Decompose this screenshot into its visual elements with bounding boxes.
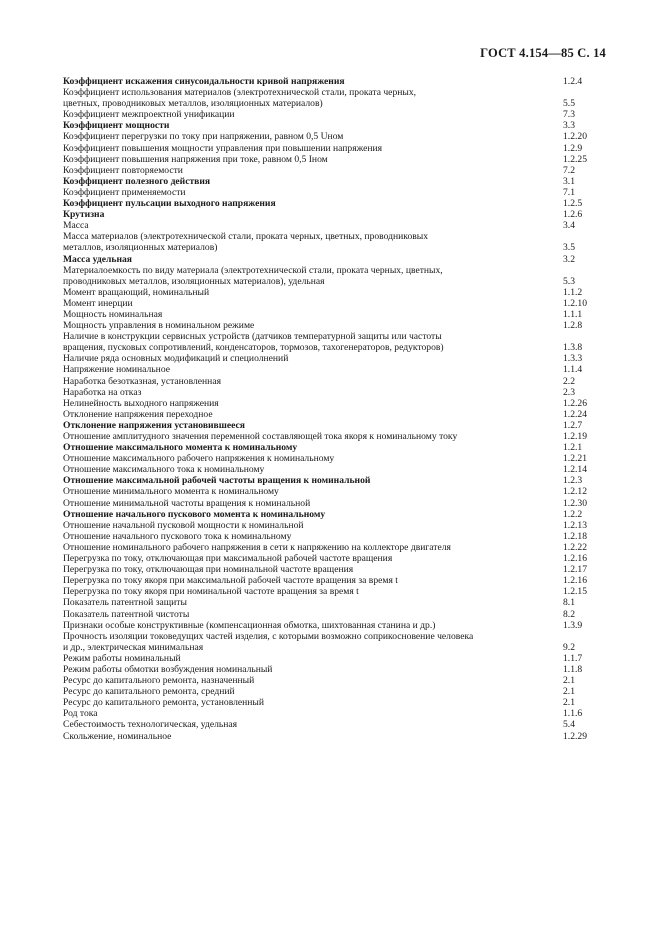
entry-term: Режим работы номинальный	[63, 652, 181, 664]
index-entry	[63, 719, 603, 730]
index-entry	[63, 120, 603, 131]
entry-reference: 1.3.3	[563, 353, 583, 365]
entry-reference: 2.1	[563, 686, 575, 698]
index-entry	[63, 298, 603, 309]
index-entry	[63, 309, 603, 320]
index-entry	[63, 475, 603, 486]
entry-term: Нелинейность выходного напряжения	[63, 397, 219, 409]
index-entry	[63, 231, 603, 253]
index-entry	[63, 442, 603, 453]
entry-reference: 1.2.18	[563, 530, 587, 542]
entry-term: Признаки особые конструктивные (компенсационная обмотка, шихтованная станина и др.)	[63, 619, 436, 631]
entry-reference: 1.2.9	[563, 142, 583, 154]
entry-term: Отношение начального пускового тока к номинальному	[63, 530, 292, 542]
entry-reference: 1.2.2	[563, 508, 583, 520]
entry-reference: 1.2.5	[563, 198, 583, 210]
entry-term: Режим работы обмотки возбуждения номинальный	[63, 663, 273, 675]
index-entry	[63, 376, 603, 387]
entry-term: Отклонение напряжения переходное	[63, 408, 213, 420]
entry-reference: 1.2.22	[563, 541, 587, 553]
index-entry	[63, 76, 603, 87]
entry-term: Коэффициент мощности	[63, 120, 170, 132]
entry-reference: 1.2.29	[563, 730, 587, 742]
entry-reference: 1.2.24	[563, 408, 587, 420]
entry-term: Коэффициент повышения мощности управления при повышении напряжения	[63, 142, 383, 154]
entry-reference: 1.2.20	[563, 131, 587, 143]
entry-reference: 3.1	[563, 175, 575, 187]
entry-term: Момент вращающий, номинальный	[63, 286, 210, 298]
entry-reference: 2.2	[563, 375, 575, 387]
entry-reference: 1.2.4	[563, 76, 583, 87]
entry-reference: 1.3.8	[563, 342, 583, 354]
entry-reference: 1.2.15	[563, 586, 587, 598]
subject-index	[63, 76, 603, 742]
entry-term: Мощность управления в номинальном режиме	[63, 320, 255, 332]
entry-term: Наработка на отказ	[63, 386, 142, 398]
entry-reference: 2.3	[563, 386, 575, 398]
entry-reference: 3.4	[563, 220, 575, 232]
index-entry	[63, 653, 603, 664]
entry-reference: 3.2	[563, 253, 575, 265]
entry-term: Коэффициент использования материалов (электротехнической стали, проката черных,	[63, 87, 417, 99]
index-entry	[63, 109, 603, 120]
index-entry	[63, 187, 603, 198]
index-entry	[63, 509, 603, 520]
index-entry	[63, 664, 603, 675]
index-entry	[63, 209, 603, 220]
entry-reference: 9.2	[563, 641, 575, 653]
entry-reference: 5.5	[563, 98, 575, 110]
entry-reference: 1.1.6	[563, 708, 583, 720]
entry-term: Коэффициент применяемости	[63, 186, 186, 198]
index-entry	[63, 631, 603, 653]
entry-reference: 1.2.3	[563, 475, 583, 487]
entry-term: Показатель патентной чистоты	[63, 608, 190, 620]
entry-term: Коэффициент межпроектной унификации	[63, 109, 235, 121]
entry-term: Наличие ряда основных модификаций и специолнений	[63, 353, 289, 365]
index-entry	[63, 620, 603, 631]
entry-term: Коэффициент полезного действия	[63, 175, 211, 187]
entry-term: Скольжение, номинальное	[63, 730, 172, 742]
entry-reference: 3.5	[563, 242, 575, 254]
index-entry	[63, 320, 603, 331]
index-entry	[63, 131, 603, 142]
entry-reference: 1.2.13	[563, 519, 587, 531]
index-entry	[63, 731, 603, 742]
entry-reference: 1.2.10	[563, 297, 587, 309]
entry-reference: 7.3	[563, 109, 575, 121]
index-entry	[63, 398, 603, 409]
index-entry	[63, 176, 603, 187]
entry-reference: 1.1.7	[563, 652, 583, 664]
entry-reference: 1.2.16	[563, 553, 587, 565]
index-entry	[63, 553, 603, 564]
index-entry	[63, 431, 603, 442]
index-entry	[63, 254, 603, 265]
entry-term: Отношение минимальной частоты вращения к номинальной	[63, 497, 311, 509]
entry-reference: 1.1.4	[563, 364, 583, 376]
entry-term: Масса материалов (электротехнической стали, проката черных, цветных, проводниковых	[63, 231, 429, 243]
entry-reference: 1.2.19	[563, 431, 587, 442]
index-entry	[63, 597, 603, 608]
entry-term: Отношение максимального тока к номинальному	[63, 464, 265, 476]
entry-term: Коэффициент повышения напряжения при токе, равном 0,5 Iном	[63, 153, 328, 165]
index-entry	[63, 353, 603, 364]
entry-term: Прочность изоляции токоведущих частей изделия, с которыми возможно соприкосновение человека	[63, 630, 474, 642]
entry-term: Наработка безотказная, установленная	[63, 375, 221, 387]
entry-term: Крутизна	[63, 209, 105, 221]
entry-term: Себестоимость технологическая, удельная	[63, 719, 238, 731]
index-entry	[63, 154, 603, 165]
index-entry	[63, 198, 603, 209]
entry-term: Коэффициент пульсации выходного напряжения	[63, 198, 276, 210]
entry-reference: 1.1.2	[563, 286, 583, 298]
index-entry	[63, 331, 603, 353]
entry-reference: 1.2.7	[563, 419, 583, 431]
entry-term: Мощность номинальная	[63, 308, 163, 320]
entry-term: Род тока	[63, 708, 98, 720]
entry-reference: 2.1	[563, 675, 575, 687]
entry-term: Отношение начальной пусковой мощности к номинальной	[63, 519, 304, 531]
index-entry	[63, 87, 603, 109]
entry-term: Отношение минимального момента к номинальному	[63, 486, 279, 498]
entry-term: Показатель патентной защиты	[63, 597, 187, 609]
index-entry	[63, 586, 603, 597]
index-entry	[63, 165, 603, 176]
entry-reference: 1.2.17	[563, 564, 587, 576]
entry-term: Коэффициент перегрузки по току при напряжении, равном 0,5 Uном	[63, 131, 344, 143]
entry-reference: 7.2	[563, 164, 575, 176]
entry-term: Коэффициент искажения синусоидальности кривой напряжения	[63, 76, 345, 87]
entry-term: Отношение максимальной рабочей частоты вращения к номинальной	[63, 475, 371, 487]
index-entry	[63, 220, 603, 231]
entry-reference: 3.3	[563, 120, 575, 132]
index-entry	[63, 420, 603, 431]
index-entry	[63, 520, 603, 531]
entry-term: Перегрузка по току якоря при номинальной частоте вращения за время t	[63, 586, 359, 598]
index-entry	[63, 486, 603, 497]
entry-term: Момент инерции	[63, 297, 133, 309]
entry-term: Отношение начального пускового момента к номинальному	[63, 508, 326, 520]
entry-reference: 1.3.9	[563, 619, 583, 631]
entry-term: металлов, изоляционных материалов)	[63, 242, 218, 254]
entry-reference: 1.2.30	[563, 497, 587, 509]
entry-term: Отношение амплитудного значения переменной составляющей тока якоря к номинальному току	[63, 431, 458, 442]
entry-reference: 1.2.25	[563, 153, 587, 165]
entry-term: и др., электрическая минимальная	[63, 641, 204, 653]
entry-reference: 5.4	[563, 719, 575, 731]
index-entry	[63, 265, 603, 287]
index-entry	[63, 409, 603, 420]
index-entry	[63, 708, 603, 719]
entry-term: цветных, проводниковых металлов, изоляционных материалов)	[63, 98, 323, 110]
entry-term: Отношение максимального момента к номинальному	[63, 442, 298, 454]
entry-term: Отклонение напряжения установившееся	[63, 419, 245, 431]
page-header: ГОСТ 4.154—85 С. 14	[480, 46, 606, 60]
entry-term: Масса удельная	[63, 253, 132, 265]
index-entry	[63, 609, 603, 620]
entry-term: Коэффициент повторяемости	[63, 164, 183, 176]
index-entry	[63, 287, 603, 298]
entry-reference: 1.2.8	[563, 320, 583, 332]
entry-reference: 1.2.12	[563, 486, 587, 498]
index-entry	[63, 542, 603, 553]
entry-reference: 1.2.16	[563, 575, 587, 587]
entry-reference: 1.2.14	[563, 464, 587, 476]
entry-term: Перегрузка по току, отключающая при максимальной рабочей частоте вращения	[63, 553, 393, 565]
entry-reference: 1.2.6	[563, 209, 583, 221]
entry-reference: 1.1.1	[563, 308, 583, 320]
entry-reference: 2.1	[563, 697, 575, 709]
entry-term: Ресурс до капитального ремонта, назначенный	[63, 675, 255, 687]
entry-reference: 1.2.26	[563, 397, 587, 409]
entry-term: Отношение максимального рабочего напряжения к номинальному	[63, 453, 335, 465]
entry-reference: 8.2	[563, 608, 575, 620]
index-entry	[63, 564, 603, 575]
entry-term: Отношение номинального рабочего напряжения в сети к напряжению на коллекторе двигателя	[63, 541, 451, 553]
entry-term: Перегрузка по току, отключающая при номинальной частоте вращения	[63, 564, 354, 576]
entry-term: проводниковых металлов, изоляционных материалов), удельная	[63, 275, 325, 287]
entry-term: Масса	[63, 220, 89, 232]
entry-reference: 5.3	[563, 275, 575, 287]
entry-term: Ресурс до капитального ремонта, установленный	[63, 697, 264, 709]
index-entry	[63, 464, 603, 475]
entry-term: Наличие в конструкции сервисных устройств (датчиков температурной защиты или частоты	[63, 331, 442, 343]
index-entry	[63, 686, 603, 697]
index-entry	[63, 575, 603, 586]
index-entry	[63, 453, 603, 464]
entry-term: Перегрузка по току якоря при максимальной рабочей частоте вращения за время t	[63, 575, 398, 587]
index-entry	[63, 531, 603, 542]
entry-term: Напряжение номинальное	[63, 364, 170, 376]
entry-reference: 1.2.1	[563, 442, 583, 454]
index-entry	[63, 697, 603, 708]
entry-term: Ресурс до капитального ремонта, средний	[63, 686, 235, 698]
entry-reference: 1.2.21	[563, 453, 587, 465]
index-entry	[63, 498, 603, 509]
entry-reference: 1.1.8	[563, 663, 583, 675]
entry-reference: 7.1	[563, 186, 575, 198]
entry-term: Материалоемкость по виду материала (электротехнической стали, проката черных, цветных,	[63, 264, 443, 276]
entry-term: вращения, пусковых сопротивлений, конденсаторов, тормозов, тахогенераторов, редукторов)	[63, 342, 444, 354]
entry-reference: 8.1	[563, 597, 575, 609]
index-entry	[63, 143, 603, 154]
index-entry	[63, 364, 603, 375]
index-entry	[63, 675, 603, 686]
index-entry	[63, 387, 603, 398]
